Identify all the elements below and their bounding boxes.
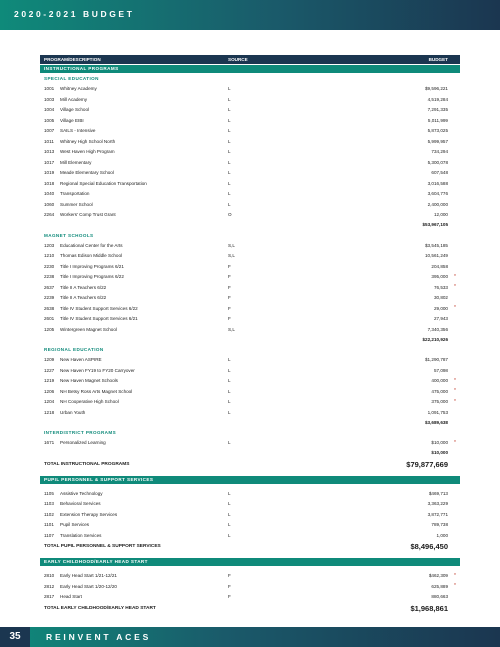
total-instructional bbox=[40, 458, 460, 472]
table-row bbox=[40, 354, 460, 365]
row-source: L bbox=[228, 191, 231, 196]
rows-early-childhood bbox=[40, 570, 460, 602]
row-code: 1018 bbox=[44, 180, 55, 186]
table-row bbox=[40, 407, 460, 418]
row-source: L bbox=[228, 159, 231, 165]
row-description: Early Head Start 1/21-12/21 bbox=[60, 573, 117, 578]
row-code: 2238 bbox=[44, 274, 55, 279]
row-amount: $1,290,787 bbox=[425, 357, 448, 362]
table-row bbox=[40, 386, 460, 397]
row-description: Whitney High School North bbox=[60, 138, 116, 144]
row-source: L bbox=[228, 532, 231, 538]
row-description: Educational Center for the Arts bbox=[60, 242, 123, 248]
table-row bbox=[40, 167, 460, 178]
row-source: S,L bbox=[228, 242, 235, 248]
row-source: F bbox=[228, 594, 231, 599]
table-row bbox=[40, 488, 460, 499]
row-source: F bbox=[228, 274, 231, 279]
subsection-interdistrict: INTERDISTRICT PROGRAMS bbox=[44, 430, 117, 435]
table-row bbox=[40, 313, 460, 324]
row-code: 1103 bbox=[44, 501, 54, 506]
table-row bbox=[40, 282, 460, 293]
row-source: L bbox=[228, 490, 231, 496]
subtotal-interdistrict bbox=[40, 448, 460, 458]
row-code: 1003 bbox=[44, 96, 55, 102]
row-source: F bbox=[228, 305, 231, 311]
row-description: Mill Elementary bbox=[60, 159, 92, 165]
page-title: 2020-2021 BUDGET bbox=[14, 9, 135, 19]
row-amount: 3,604,776 bbox=[427, 191, 448, 196]
row-source: F bbox=[228, 295, 231, 300]
row-code: 1013 bbox=[44, 149, 55, 154]
row-source: F bbox=[228, 316, 231, 321]
row-marker: * bbox=[454, 439, 456, 446]
row-source: L bbox=[228, 378, 231, 383]
row-code: 1060 bbox=[44, 201, 55, 207]
rows-special-education bbox=[40, 83, 460, 220]
row-code: 1203 bbox=[44, 242, 55, 248]
row-source: L bbox=[228, 86, 231, 91]
row-description: Pupil Services bbox=[60, 522, 90, 527]
table-row bbox=[40, 178, 460, 189]
subsection-regional-education: REGIONAL EDUCATION bbox=[44, 347, 104, 352]
row-code: 1011 bbox=[44, 138, 54, 144]
row-code: 1001 bbox=[44, 86, 55, 91]
table-row bbox=[40, 591, 460, 602]
row-description: Village EIBI bbox=[60, 117, 84, 123]
row-source: F bbox=[228, 573, 231, 578]
row-description: NH Cooperative High School bbox=[60, 399, 119, 404]
rows-interdistrict bbox=[40, 437, 460, 448]
table-row bbox=[40, 519, 460, 530]
row-code: 1017 bbox=[44, 159, 55, 165]
row-code: 1206 bbox=[44, 388, 55, 394]
row-amount: 3,016,588 bbox=[427, 180, 448, 186]
row-description: Summer School bbox=[60, 201, 93, 207]
row-source: O bbox=[228, 212, 232, 217]
row-code: 1227 bbox=[44, 367, 55, 373]
table-row bbox=[40, 240, 460, 251]
row-description: Title I Improving Programs 6/21 bbox=[60, 263, 124, 269]
section-pupil-personnel: PUPIL PERSONNEL & SUPPORT SERVICES bbox=[40, 476, 460, 484]
row-description: Title II A Teachers 6/22 bbox=[60, 284, 107, 290]
footer-text: REINVENT ACES bbox=[46, 632, 152, 642]
subtotal-regional-education bbox=[40, 417, 460, 427]
row-code: 2239 bbox=[44, 295, 55, 300]
table-row bbox=[40, 570, 460, 581]
row-amount: 1,091,753 bbox=[427, 409, 448, 415]
total-value: $79,877,669 bbox=[406, 459, 448, 469]
table-row bbox=[40, 146, 460, 157]
row-amount: 400,000 bbox=[431, 378, 448, 383]
row-source: L bbox=[228, 522, 231, 527]
row-description: New Haven Magnet Schools bbox=[60, 378, 118, 383]
row-source: L bbox=[228, 511, 231, 517]
row-code: 1101 bbox=[44, 522, 54, 527]
row-source: F bbox=[228, 263, 231, 269]
row-source: L bbox=[228, 149, 231, 154]
table-row bbox=[40, 250, 460, 261]
row-source: L bbox=[228, 117, 231, 123]
row-source: F bbox=[228, 284, 231, 290]
column-budget: BUDGET bbox=[428, 57, 448, 63]
table-row bbox=[40, 188, 460, 199]
row-code: 1105 bbox=[44, 490, 54, 496]
total-label: TOTAL INSTRUCTIONAL PROGRAMS bbox=[44, 461, 130, 467]
table-row bbox=[40, 209, 460, 220]
row-amount: $9,596,221 bbox=[425, 86, 448, 91]
row-amount: 1,000 bbox=[436, 532, 448, 538]
row-amount: 5,873,025 bbox=[427, 128, 448, 133]
row-description: Extension Therapy Services bbox=[60, 511, 118, 517]
row-source: L bbox=[228, 357, 231, 362]
total-pupil-personnel bbox=[40, 540, 460, 554]
page-number: 35 bbox=[0, 627, 30, 647]
row-description: Wintergreen Magnet School bbox=[60, 326, 117, 332]
rows-magnet-schools bbox=[40, 240, 460, 335]
row-marker: * bbox=[454, 284, 456, 290]
row-description: Urban Youth bbox=[60, 409, 86, 415]
row-source: L bbox=[228, 399, 231, 404]
row-code: 1007 bbox=[44, 128, 55, 133]
row-description: Title I Improving Programs 6/22 bbox=[60, 274, 124, 279]
row-description: Title II A Teachers 6/22 bbox=[60, 295, 107, 300]
row-source: L bbox=[228, 501, 231, 506]
row-amount: 7,291,335 bbox=[427, 107, 448, 112]
row-amount: 29,000 bbox=[433, 305, 448, 311]
row-code: 1019 bbox=[44, 170, 55, 175]
row-description: New Haven ASPIRE bbox=[60, 357, 102, 362]
row-amount: 395,000 bbox=[431, 274, 448, 279]
row-amount: 57,098 bbox=[433, 367, 448, 373]
table-row bbox=[40, 437, 460, 448]
row-code: 1210 bbox=[44, 253, 55, 258]
column-header-row bbox=[40, 55, 460, 64]
row-amount: 475,000 bbox=[431, 388, 448, 394]
row-marker: * bbox=[454, 583, 456, 589]
subtotal-magnet-schools bbox=[40, 334, 460, 344]
row-description: West Haven High Program bbox=[60, 149, 115, 154]
row-amount: $469,713 bbox=[428, 490, 448, 496]
row-code: 2810 bbox=[44, 573, 55, 578]
row-source: L bbox=[228, 367, 231, 373]
subtotal-value: $10,000 bbox=[431, 450, 448, 455]
row-code: 1005 bbox=[44, 117, 55, 123]
total-value: $1,968,861 bbox=[410, 603, 448, 613]
row-source: L bbox=[228, 170, 231, 175]
row-amount: 880,663 bbox=[431, 594, 448, 599]
table-row bbox=[40, 581, 460, 592]
row-marker: * bbox=[454, 398, 456, 405]
budget-table bbox=[40, 55, 460, 616]
table-row bbox=[40, 104, 460, 115]
row-code: 1107 bbox=[44, 532, 54, 538]
row-source: S,L bbox=[228, 253, 235, 258]
row-code: 2601 bbox=[44, 316, 55, 321]
section-instructional: INSTRUCTIONAL PROGRAMS bbox=[40, 65, 460, 73]
row-code: 1205 bbox=[44, 326, 55, 332]
table-row bbox=[40, 365, 460, 376]
row-marker: * bbox=[454, 273, 456, 280]
row-code: 2817 bbox=[44, 594, 55, 599]
row-amount: $462,309 bbox=[428, 573, 448, 578]
row-amount: 375,000 bbox=[431, 399, 448, 404]
row-amount: 3,363,229 bbox=[427, 501, 448, 506]
subsection-special-education: SPECIAL EDUCATION bbox=[44, 76, 99, 81]
subsection-magnet-schools: MAGNET SCHOOLS bbox=[44, 232, 94, 238]
row-source: L bbox=[228, 388, 231, 394]
table-row bbox=[40, 498, 460, 509]
total-label: TOTAL EARLY CHILDHOOD/EARLY HEAD START bbox=[44, 605, 156, 611]
row-description: SAILS - Intensive bbox=[60, 128, 96, 133]
row-description: New Haven FY19 to FY20 Carryover bbox=[60, 367, 135, 373]
row-amount: 4,519,284 bbox=[427, 96, 448, 102]
table-row bbox=[40, 396, 460, 407]
rows-regional-education bbox=[40, 354, 460, 417]
row-source: L bbox=[228, 440, 231, 445]
row-amount: 5,011,999 bbox=[427, 117, 448, 123]
row-code: 2812 bbox=[44, 583, 55, 589]
row-amount: 76,533 bbox=[433, 284, 448, 290]
row-amount: 3,872,771 bbox=[427, 511, 448, 517]
table-row bbox=[40, 157, 460, 168]
row-code: 2230 bbox=[44, 263, 55, 269]
footer-bar bbox=[0, 627, 500, 647]
table-row bbox=[40, 375, 460, 386]
table-row bbox=[40, 125, 460, 136]
table-row bbox=[40, 303, 460, 314]
row-amount: 30,802 bbox=[433, 295, 448, 300]
rows-pupil-personnel bbox=[40, 488, 460, 541]
row-description: Title IV Student Support Services 6/21 bbox=[60, 316, 138, 321]
row-amount: 204,858 bbox=[431, 263, 448, 269]
row-description: Translation Services bbox=[60, 532, 102, 538]
total-label: TOTAL PUPIL PERSONNEL & SUPPORT SERVICES bbox=[44, 544, 161, 549]
table-row bbox=[40, 83, 460, 94]
row-source: S,L bbox=[228, 326, 235, 332]
row-amount: 734,294 bbox=[431, 149, 448, 154]
row-amount: 7,340,356 bbox=[427, 326, 448, 332]
row-description: Assistive Technology bbox=[60, 490, 103, 496]
table-row bbox=[40, 509, 460, 520]
table-row bbox=[40, 292, 460, 303]
row-description: Workers' Comp Trust Grant bbox=[60, 212, 116, 217]
total-value: $8,496,450 bbox=[410, 542, 448, 551]
row-description: Whitney Academy bbox=[60, 86, 97, 91]
row-description: Personalized Learning bbox=[60, 440, 106, 445]
table-row bbox=[40, 324, 460, 335]
row-source: L bbox=[228, 128, 231, 133]
row-description: Title IV Student Support Services 6/22 bbox=[60, 305, 138, 311]
header-bar bbox=[0, 0, 500, 30]
table-row bbox=[40, 136, 460, 147]
row-source: L bbox=[228, 201, 231, 207]
row-description: Mill Academy bbox=[60, 96, 88, 102]
row-code: 2638 bbox=[44, 305, 55, 311]
row-code: 1102 bbox=[44, 511, 54, 517]
subtotal-value: $3,689,638 bbox=[425, 419, 448, 425]
row-code: 1219 bbox=[44, 378, 55, 383]
section-early-childhood: EARLY CHILDHOOD/EARLY HEAD START bbox=[40, 558, 460, 566]
row-description: Head Start bbox=[60, 594, 82, 599]
row-code: 1204 bbox=[44, 399, 55, 404]
row-code: 1209 bbox=[44, 357, 55, 362]
row-amount: 10,561,249 bbox=[425, 253, 448, 258]
row-amount: 789,738 bbox=[431, 522, 448, 527]
table-row bbox=[40, 271, 460, 282]
row-amount: 5,999,957 bbox=[427, 138, 448, 144]
row-description: Regional Special Education Transportation bbox=[60, 180, 147, 186]
row-code: 1004 bbox=[44, 107, 55, 112]
row-amount: 2,400,000 bbox=[427, 201, 448, 207]
row-amount: 27,943 bbox=[433, 316, 448, 321]
row-marker: * bbox=[454, 572, 456, 579]
row-description: Transportation bbox=[60, 191, 90, 196]
row-source: L bbox=[228, 409, 231, 415]
row-code: 2637 bbox=[44, 284, 55, 290]
row-marker: * bbox=[454, 377, 456, 384]
row-amount: $3,545,185 bbox=[425, 242, 448, 248]
row-source: L bbox=[228, 138, 231, 144]
row-code: 1040 bbox=[44, 191, 55, 196]
table-row bbox=[40, 261, 460, 272]
column-source: SOURCE bbox=[228, 57, 248, 63]
table-row bbox=[40, 94, 460, 105]
row-marker: * bbox=[454, 388, 456, 394]
row-amount: 5,300,078 bbox=[427, 159, 448, 165]
row-description: Behavioral Services bbox=[60, 501, 101, 506]
row-code: 1671 bbox=[44, 440, 55, 445]
subtotal-value: $22,210,926 bbox=[422, 336, 448, 342]
row-amount: 625,889 bbox=[431, 583, 448, 589]
subtotal-special-education bbox=[40, 220, 460, 230]
row-amount: 12,000 bbox=[433, 212, 448, 217]
row-source: L bbox=[228, 107, 231, 112]
table-row bbox=[40, 115, 460, 126]
row-description: Early Head Start 1/20-12/20 bbox=[60, 583, 117, 589]
total-early-childhood bbox=[40, 602, 460, 616]
row-description: Thomas Edison Middle School bbox=[60, 253, 123, 258]
row-description: Village School bbox=[60, 107, 90, 112]
row-amount: 607,548 bbox=[431, 170, 448, 175]
table-row bbox=[40, 530, 460, 541]
table-row bbox=[40, 199, 460, 210]
row-source: L bbox=[228, 96, 231, 102]
row-source: L bbox=[228, 180, 231, 186]
row-source: F bbox=[228, 583, 231, 589]
row-code: 2264 bbox=[44, 212, 55, 217]
row-description: Meade Elementary School bbox=[60, 170, 114, 175]
row-description: NH Betsy Ross Arts Magnet School bbox=[60, 388, 133, 394]
row-marker: * bbox=[454, 305, 456, 311]
subtotal-value: $53,967,105 bbox=[422, 222, 448, 227]
column-desc: PROGRAM/DESCRIPTION bbox=[44, 57, 101, 63]
row-amount: $10,000 bbox=[431, 440, 448, 445]
row-code: 1218 bbox=[44, 409, 55, 415]
